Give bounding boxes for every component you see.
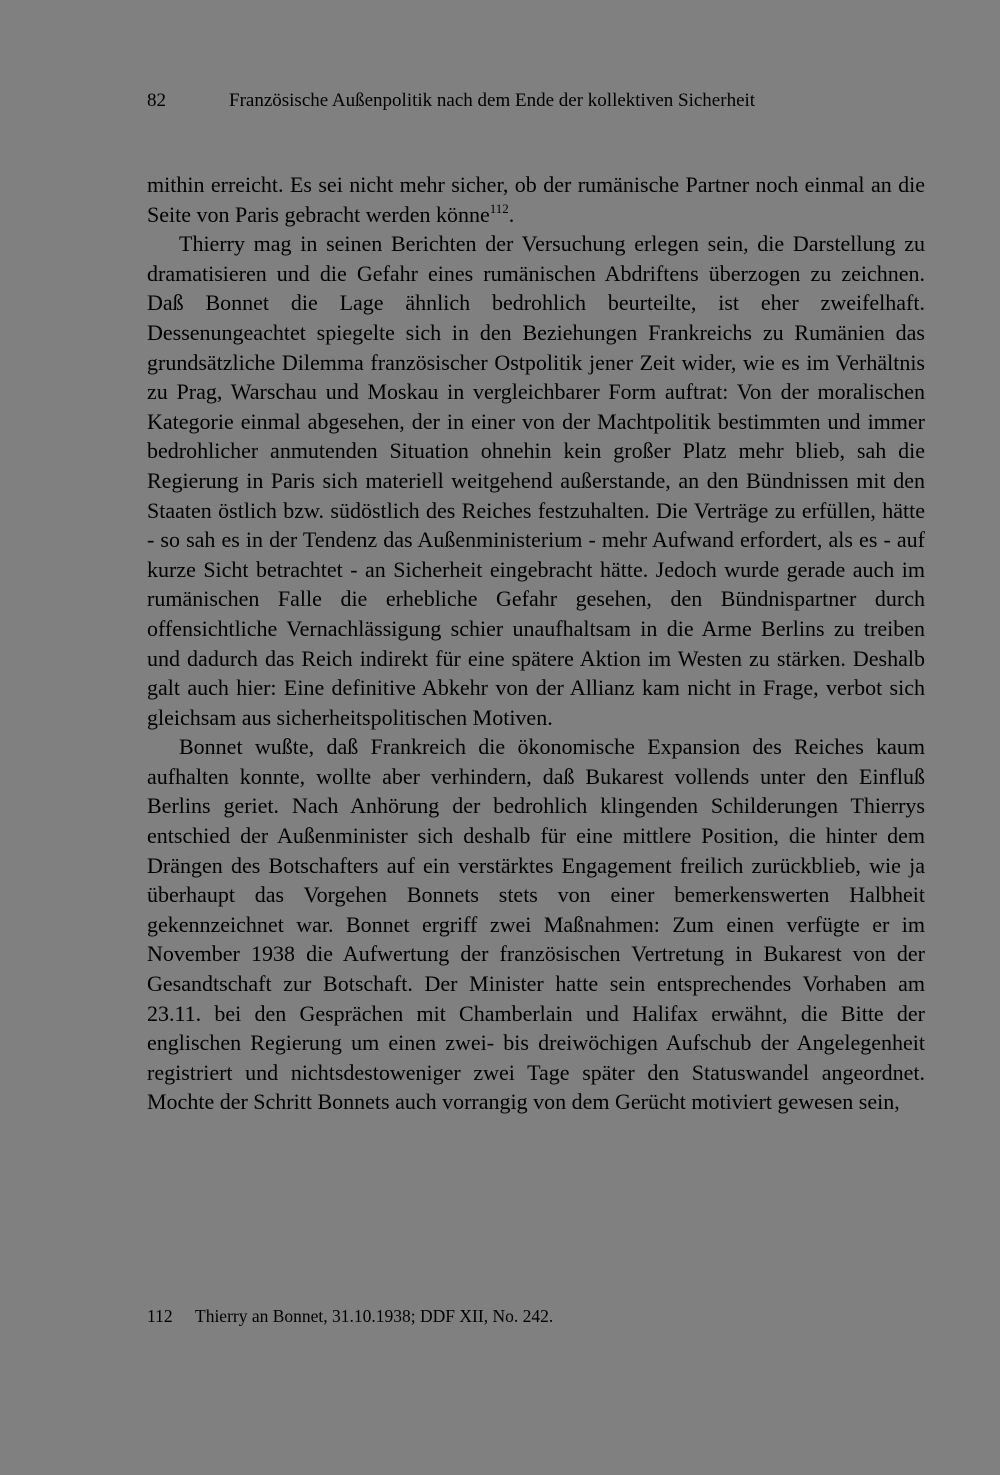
footnote-reference: 112 [489,200,509,216]
paragraph: Thierry mag in seinen Berichten der Versuchung erlegen sein, die Darstellung zu dramatisieren und die Gefahr eines rumänischen Abdriftens überzogen zu zeichnen. Daß Bonnet die Lage ähnlich bedrohlich beurteilte, ist eher zweifelhaft. Dessenungeachtet spiegelte sich in den Beziehungen Frankreichs zu Rumänien das grundsätzliche Dilemma französischer Ostpolitik jener Zeit wider, wie es im Verhältnis zu Prag, Warschau und Moskau in vergleichbarer Form auftrat: Von der moralischen Kategorie einmal abgesehen, der in einer von der Machtpolitik bestimmten und immer bedrohlicher anmutenden Situation ohnehin kein großer Platz mehr blieb, sah die Regierung in Paris sich materiell weitgehend außerstande, an den Bündnissen mit den Staaten östlich bzw. südöstlich des Reiches festzuhalten. Die Verträge zu erfüllen, hätte - so sah es in der Tendenz das Außenministerium - mehr Aufwand erfordert, als es - auf kurze Sicht betrachtet - an Sicherheit eingebracht hätte. Jedoch wurde gerade auch im rumänischen Falle die erhebliche Gefahr gesehen, den Bündnispartner durch offensichtliche Vernachlässigung schier unaufhaltsam in die Arme Berlins zu treiben und dadurch das Reich indirekt für eine spätere Aktion im Westen zu stärken. Deshalb galt auch hier: Eine definitive Abkehr von der Allianz kam nicht in Frage, verbot sich gleichsam aus sicherheitspolitischen Motiven. [147,231,925,730]
footnote [147,1303,925,1329]
paragraph: Bonnet wußte, daß Frankreich die ökonomische Expansion des Reiches kaum aufhalten konnte, wollte aber verhindern, daß Bukarest vollends unter den Einfluß Berlins geriet. Nach Anhörung der bedrohlich klingenden Schilderungen Thierrys entschied der Außenminister sich deshalb für eine mittlere Position, die hinter dem Drängen des Botschafters auf ein verstärktes Engagement freilich zurückblieb, wie ja überhaupt das Vorgehen Bonnets stets von einer bemerkenswerten Halbheit gekennzeichnet war. Bonnet ergriff zwei Maßnahmen: Zum einen verfügte er im November 1938 die Aufwertung der französischen Vertretung in Bukarest von der Gesandtschaft zur Botschaft. Der Minister hatte sein entsprechendes Vorhaben am 23.11. bei den Gesprächen mit Chamberlain und Halifax erwähnt, die Bitte der englischen Regierung um einen zwei- bis dreiwöchigen Aufschub der Angelegenheit registriert und nichtsdestoweniger zwei Tage später den Statuswandel angeordnet. Mochte der Schritt Bonnets auch vorrangig von dem Gerücht motiviert gewesen sein, [147,734,925,1115]
sentence-end: . [508,201,515,227]
footnote-number: 112 [147,1306,173,1326]
running-title: Französische Außenpolitik nach dem Ende der kollektiven Sicherheit [229,90,756,111]
paragraph-text: mithin erreicht. Es sei nicht mehr sicher, ob der rumänische Partner noch einmal an die Seite von Paris gebracht werden könne [147,172,925,227]
main-text [147,170,925,1117]
running-header [147,88,857,114]
paragraph [147,170,925,229]
footnote-text: Thierry an Bonnet, 31.10.1938; DDF XII, No. 242. [195,1306,554,1326]
page-number: 82 [147,90,166,111]
